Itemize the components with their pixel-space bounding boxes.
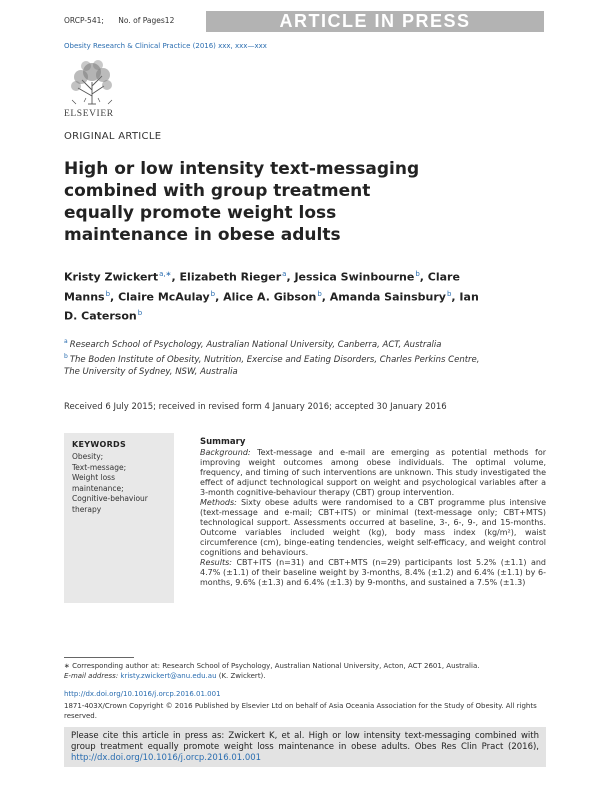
author-affiliation-marker[interactable]: a	[282, 270, 287, 278]
author-affiliation-marker[interactable]: b	[446, 289, 452, 298]
author-name[interactable]: Claire McAulay	[118, 290, 210, 304]
corresponding-author-note	[64, 661, 544, 681]
footnote-divider	[64, 657, 134, 658]
author-affiliation-marker[interactable]: b	[317, 289, 322, 298]
copyright-notice: 1871-403X/Crown Copyright © 2016 Published by Elsevier Ltd on behalf of Asia Oceania Association for the Study of Obesity. All rights reserved.	[64, 702, 537, 720]
corresponding-author: ∗ Corresponding author at: Research School of Psychology, Australian National University, Acton, ACT 2601, Australia.	[64, 662, 480, 670]
author-affiliation-marker[interactable]: b	[415, 270, 420, 278]
elsevier-tree-logo-icon	[64, 56, 120, 106]
author-list	[64, 266, 494, 325]
author-separator: ,	[286, 270, 295, 284]
summary-heading: Summary	[200, 437, 246, 447]
author-separator: ,	[110, 290, 119, 304]
author-affiliation-marker[interactable]: b	[105, 289, 111, 298]
doi-link[interactable]: http://dx.doi.org/10.1016/j.orcp.2016.01.001	[64, 690, 221, 698]
citation-doi-link[interactable]: http://dx.doi.org/10.1016/j.orcp.2016.01.001	[71, 753, 262, 763]
keyword-item: Cognitive-behaviour	[72, 494, 148, 503]
author-name[interactable]: Kristy Zwickert	[64, 270, 159, 284]
doc-id: ORCP-541;	[64, 16, 104, 25]
citation-box	[64, 727, 546, 767]
author-separator: ,	[321, 290, 330, 304]
keyword-item: Weight loss	[72, 473, 116, 482]
author-name[interactable]: Alice A. Gibson	[223, 290, 317, 304]
keywords-box	[64, 433, 174, 603]
author-name[interactable]: Amanda Sainsbury	[329, 290, 446, 304]
article-title: High or low intensity text-messaging combined with group treatment equally promote weight loss maintenance in obese adults	[64, 159, 420, 245]
author-name[interactable]: Elizabeth Rieger	[179, 270, 282, 284]
author-name[interactable]: Jessica Swinbourne	[294, 270, 415, 284]
article-type: ORIGINAL ARTICLE	[64, 131, 162, 142]
keyword-item: Obesity;	[72, 452, 104, 461]
author-affiliation-marker[interactable]: a,∗	[159, 270, 172, 278]
keyword-item: maintenance;	[72, 483, 124, 493]
page-count: No. of Pages12	[118, 16, 175, 25]
summary-methods: Methods: Sixty obese adults were randomised to a CBT programme plus intensive (text-message and e-mail; CBT+ITS) or minimal (text-message only; CBT+MTS) technological support. Assessments occurred at baseline, 3-, 6-, 9-, and 15-months. Outcome variables included weight (kg), body mass index (kg/m²), waist circumference (cm), binge-eating tendencies, weight self-efficacy, and weight control cognitions and behaviours.	[200, 498, 546, 557]
journal-link[interactable]: Obesity Research & Clinical Practice (2016) xxx, xxx—xxx	[64, 42, 267, 50]
affiliation-a: $^a$ Research School of Psychology, Australian National University, Canberra, ACT, Australia	[64, 338, 442, 350]
article-in-press-banner: ARTICLE IN PRESS	[206, 11, 544, 32]
summary-results: Results: CBT+ITS (n=31) and CBT+MTS (n=29) participants lost 5.2% (±1.1) and 4.7% (±1.1) of their baseline weight by 3-months, 8.4% (±1.2) and 6.4% (±1.1) by 6-months, 9.6% (±1.3) and 6.4% (±1.3) by 9-months, and sustained a 7.5% (±1.3)	[200, 558, 546, 587]
keywords-list	[72, 452, 166, 515]
received-dates: Received 6 July 2015; received in revised form 4 January 2016; accepted 30 January 2016	[64, 402, 447, 412]
header-meta	[64, 16, 174, 25]
author-separator: ,	[215, 290, 224, 304]
author-affiliation-marker[interactable]: b	[210, 289, 216, 298]
author-separator: ,	[171, 270, 180, 284]
affiliations	[64, 336, 494, 378]
keyword-item: therapy	[72, 504, 102, 514]
affiliation-b: $^b$ The Boden Institute of Obesity, Nutrition, Exercise and Eating Disorders, Charles Perkins Centre, The University of Sydney, NSW, Australia	[64, 352, 480, 377]
elsevier-wordmark: ELSEVIER	[64, 109, 114, 119]
author-separator: ,	[451, 290, 460, 304]
author-name[interactable]: Ian D. Caterson	[64, 290, 479, 323]
email-line: E-mail address: kristy.zwickert@anu.edu.au (K. Zwickert).	[64, 672, 266, 680]
keywords-heading: KEYWORDS	[72, 440, 127, 449]
keyword-item: Text-message;	[72, 462, 127, 472]
summary-background: Background: Text-message and e-mail are emerging as potential methods for improving weight outcomes among obese individuals. The optimal volume, frequency, and timing of such interventions are unknown. This study investigated the effect of adjunct technological support on weight and psychological variables after a 3-month cognitive-behaviour therapy (CBT) group intervention.	[200, 448, 546, 497]
author-separator: ,	[419, 270, 428, 284]
abstract-summary	[200, 437, 546, 588]
author-name[interactable]: Clare Manns	[64, 270, 460, 304]
email-link[interactable]: kristy.zwickert@anu.edu.au	[120, 672, 217, 680]
citation-text: Please cite this article in press as: Zwickert K, et al. High or low intensity text-messaging combined with group treatment equally promote weight loss maintenance in obese adults. Obes Res Clin Pract (2016),	[71, 731, 539, 752]
author-affiliation-marker[interactable]: b	[137, 309, 143, 318]
